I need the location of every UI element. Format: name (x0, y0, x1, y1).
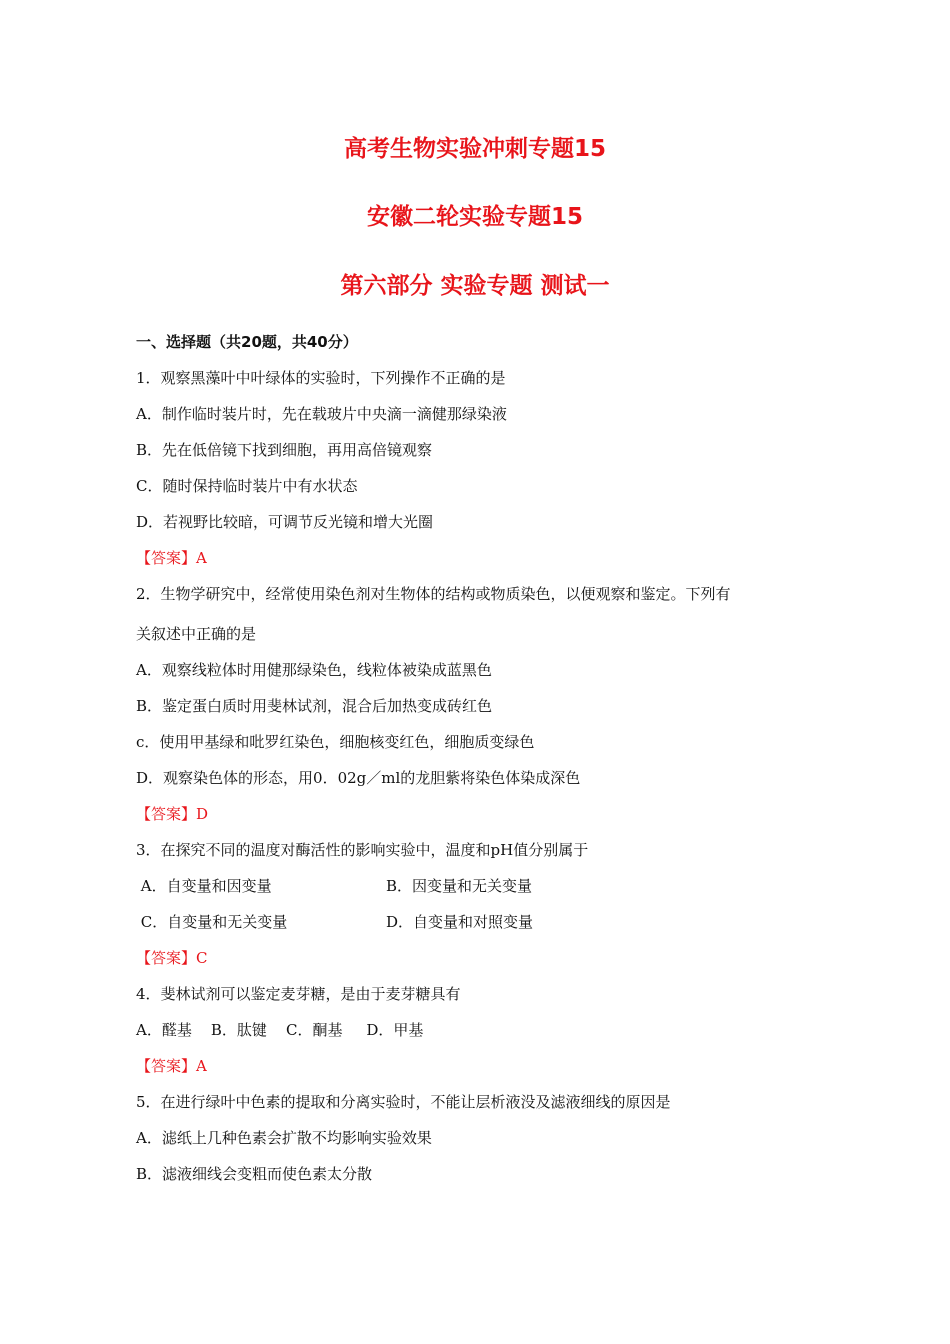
question-2-stem: 2．生物学研究中，经常使用染色剂对生物体的结构或物质染色，以便观察和鉴定。下列有 (136, 585, 731, 603)
question-1-option-c: C．随时保持临时装片中有水状态 (136, 477, 358, 495)
question-1-option-d: D．若视野比较暗，可调节反光镜和增大光圈 (136, 513, 434, 531)
question-4-answer (136, 1055, 207, 1077)
question-5-option-a: A．滤纸上几种色素会扩散不均影响实验效果 (136, 1129, 432, 1147)
question-5-stem: 5．在进行绿叶中色素的提取和分离实验时，不能让层析液没及滤液细线的原因是 (136, 1093, 671, 1111)
question-2-stem-cont: 关叙述中正确的是 (136, 625, 257, 643)
question-2-option-d: D．观察染色体的形态，用0．02g／ml的龙胆紫将染色体染成深色 (136, 769, 581, 787)
question-1-option-a: A．制作临时装片时，先在载玻片中央滴一滴健那绿染液 (136, 405, 507, 423)
answer-label: 【答案】 (136, 949, 197, 967)
subtitle: 安徽二轮实验专题15 (366, 204, 583, 230)
question-2-option-a: A．观察线粒体时用健那绿染色，线粒体被染成蓝黑色 (136, 661, 492, 679)
question-2-option-c: c．使用甲基绿和吡罗红染色，细胞核变红色，细胞质变绿色 (136, 733, 535, 751)
question-3-stem: 3．在探究不同的温度对酶活性的影响实验中，温度和pH值分别属于 (136, 841, 589, 859)
question-3-option-d: D．自变量和对照变量 (386, 913, 534, 931)
question-5-option-b: B．滤液细线会变粗而使色素太分散 (136, 1165, 373, 1183)
answer-label: 【答案】 (136, 805, 197, 823)
question-3-option-a: A．自变量和因变量 (136, 877, 272, 895)
question-4-options: A．醛基 B．肽键 C．酮基 D．甲基 (136, 1021, 424, 1039)
question-2-option-b: B．鉴定蛋白质时用斐林试剂，混合后加热变成砖红色 (136, 697, 493, 715)
question-1-answer (136, 547, 207, 569)
answer-value: C (196, 949, 208, 967)
question-3-option-b: B．因变量和无关变量 (386, 877, 533, 895)
answer-value: A (196, 1057, 207, 1075)
main-title: 高考生物实验冲刺专题15 (343, 136, 606, 162)
answer-value: D (196, 805, 209, 823)
section-heading: 一、选择题（共20题，共40分） (136, 333, 358, 351)
answer-label: 【答案】 (136, 1057, 197, 1075)
question-3-option-c: C．自变量和无关变量 (136, 913, 288, 931)
answer-label: 【答案】 (136, 549, 197, 567)
answer-value: A (196, 549, 207, 567)
section-title: 第六部分 实验专题 测试一 (340, 273, 610, 299)
question-1-option-b: B．先在低倍镜下找到细胞，再用高倍镜观察 (136, 441, 433, 459)
question-4-stem: 4．斐林试剂可以鉴定麦芽糖，是由于麦芽糖具有 (136, 985, 461, 1003)
question-3-answer (136, 947, 208, 969)
question-2-answer (136, 803, 208, 825)
question-1-stem: 1．观察黑藻叶中叶绿体的实验时，下列操作不正确的是 (136, 369, 506, 387)
